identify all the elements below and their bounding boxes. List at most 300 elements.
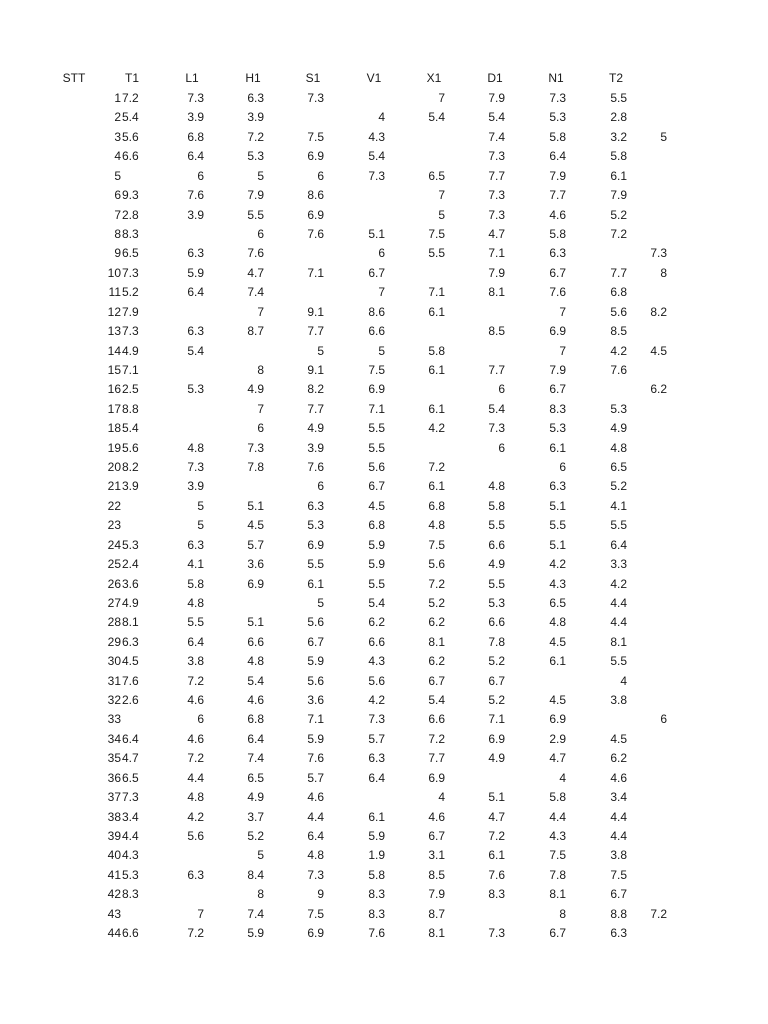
table-cell: 5.6 bbox=[428, 557, 445, 572]
table-cell: 4.8 bbox=[428, 518, 445, 533]
table-cell: 5.1 bbox=[549, 498, 566, 513]
table-cell: 5.5 bbox=[247, 207, 264, 222]
table-cell: 7.3 bbox=[488, 421, 505, 436]
table-cell: 4.9 bbox=[247, 382, 264, 397]
table-cell: 7.5 bbox=[428, 226, 445, 241]
table-cell: 6.6 bbox=[247, 634, 264, 649]
table-cell: 5.1 bbox=[247, 615, 264, 630]
table-cell: 5.8 bbox=[187, 576, 204, 591]
table-cell: 8 bbox=[660, 265, 667, 280]
table-cell: 4.5 bbox=[549, 634, 566, 649]
table-cell: 5.5 bbox=[610, 654, 627, 669]
header-h1: H1 bbox=[245, 71, 261, 85]
table-cell bbox=[607, 846, 667, 865]
table-cell: 7.1 bbox=[368, 401, 385, 416]
table-cell: 6.3 bbox=[122, 634, 139, 649]
table-cell bbox=[204, 594, 264, 613]
table-cell: 7.9 bbox=[549, 362, 566, 377]
table-cell: 5.5 bbox=[428, 246, 445, 261]
table-cell: 5.1 bbox=[549, 537, 566, 552]
table-cell: 6.9 bbox=[368, 382, 385, 397]
table-cell: 5.6 bbox=[368, 460, 385, 474]
table-cell: 7.8 bbox=[549, 867, 566, 882]
table-cell: 4 bbox=[438, 790, 445, 805]
table-cell: 7.2 bbox=[428, 731, 445, 746]
table-cell: 5 bbox=[438, 207, 445, 222]
table-cell bbox=[607, 730, 667, 749]
row-index: 1 bbox=[114, 91, 121, 105]
table-cell: 6.7 bbox=[428, 673, 445, 688]
table-cell: 8.5 bbox=[488, 324, 505, 338]
table-row bbox=[0, 536, 768, 555]
table-cell: 2.5 bbox=[122, 382, 139, 397]
table-cell: 7.7 bbox=[549, 188, 566, 203]
table-cell: 5.9 bbox=[368, 829, 385, 843]
table-cell bbox=[607, 283, 667, 302]
table-cell: 7 bbox=[559, 343, 566, 358]
table-cell: 6.1 bbox=[549, 440, 566, 455]
table-cell: 7.3 bbox=[122, 265, 139, 280]
table-cell: 8.7 bbox=[247, 324, 264, 338]
table-cell: 6.1 bbox=[488, 848, 505, 863]
table-cell bbox=[445, 905, 505, 924]
table-cell bbox=[144, 846, 204, 865]
table-cell: 6.4 bbox=[247, 731, 264, 746]
table-row bbox=[0, 167, 768, 186]
table-cell: 4.6 bbox=[187, 731, 204, 746]
table-cell: 7.5 bbox=[610, 867, 627, 882]
table-cell: 5.7 bbox=[247, 537, 264, 552]
table-cell: 3.4 bbox=[610, 790, 627, 805]
table-cell: 7.1 bbox=[428, 285, 445, 300]
table-cell: 4.4 bbox=[610, 829, 627, 843]
table-cell: 4.3 bbox=[122, 848, 139, 863]
table-cell: 7.6 bbox=[549, 285, 566, 300]
table-cell: 8 bbox=[559, 906, 566, 921]
table-cell: 8 bbox=[257, 362, 264, 377]
table-cell: 4.6 bbox=[187, 693, 204, 707]
table-row bbox=[0, 458, 768, 477]
row-index: 34 bbox=[107, 731, 121, 746]
table-cell: 5.4 bbox=[488, 401, 505, 416]
header-n1: N1 bbox=[548, 71, 564, 85]
table-cell: 6.3 bbox=[610, 926, 627, 941]
table-cell: 4.1 bbox=[187, 557, 204, 572]
table-cell bbox=[607, 89, 667, 108]
table-cell: 7.9 bbox=[610, 188, 627, 203]
table-cell: 6.6 bbox=[488, 537, 505, 552]
table-cell: 6.4 bbox=[187, 149, 204, 164]
row-index: 8 bbox=[114, 226, 121, 241]
table-row bbox=[0, 710, 768, 729]
row-index: 42 bbox=[107, 887, 121, 902]
table-cell: 5.3 bbox=[247, 149, 264, 164]
table-row bbox=[0, 128, 768, 147]
table-cell: 4.2 bbox=[187, 809, 204, 824]
table-cell: 5 bbox=[197, 518, 204, 533]
table-cell: 9 bbox=[317, 887, 324, 902]
table-cell: 6.9 bbox=[307, 537, 324, 552]
table-row bbox=[0, 846, 768, 865]
table-cell: 4.2 bbox=[610, 343, 627, 358]
table-cell: 5.4 bbox=[247, 673, 264, 688]
table-cell: 6 bbox=[498, 382, 505, 397]
row-index: 22 bbox=[107, 498, 121, 513]
table-cell: 5.4 bbox=[368, 149, 385, 164]
table-cell: 4.4 bbox=[610, 595, 627, 610]
row-index: 4 bbox=[114, 149, 121, 164]
table-cell: 7.5 bbox=[307, 906, 324, 921]
table-cell: 8.2 bbox=[122, 460, 139, 474]
table-cell: 5.6 bbox=[122, 129, 139, 144]
table-cell: 6.5 bbox=[247, 770, 264, 785]
table-cell: 7.5 bbox=[549, 848, 566, 863]
table-cell: 8.5 bbox=[428, 867, 445, 882]
table-row bbox=[0, 866, 768, 885]
row-index: 32 bbox=[107, 693, 121, 707]
table-cell: 7 bbox=[197, 906, 204, 921]
table-row bbox=[0, 419, 768, 438]
table-cell: 5.5 bbox=[610, 91, 627, 105]
table-cell bbox=[607, 147, 667, 166]
table-cell: 6 bbox=[197, 168, 204, 183]
table-row bbox=[0, 827, 768, 846]
table-cell: 5.1 bbox=[368, 226, 385, 241]
table-cell: 2.8 bbox=[610, 110, 627, 125]
table-cell: 6.9 bbox=[307, 926, 324, 941]
table-row bbox=[0, 283, 768, 302]
table-cell: 5.5 bbox=[187, 615, 204, 630]
table-cell: 3.9 bbox=[187, 110, 204, 125]
table-cell: 7.3 bbox=[247, 440, 264, 455]
table-cell: 5.8 bbox=[488, 498, 505, 513]
table-row bbox=[0, 905, 768, 924]
table-cell bbox=[144, 303, 204, 322]
table-row bbox=[0, 89, 768, 108]
table-cell: 4.6 bbox=[428, 809, 445, 824]
table-cell: 4.3 bbox=[549, 829, 566, 843]
table-cell: 7.2 bbox=[187, 926, 204, 941]
table-cell: 6.1 bbox=[307, 576, 324, 591]
table-cell: 4.1 bbox=[610, 498, 627, 513]
table-cell bbox=[607, 439, 667, 458]
table-cell: 5.3 bbox=[187, 382, 204, 397]
table-cell: 6.3 bbox=[187, 867, 204, 882]
table-row bbox=[0, 439, 768, 458]
table-row bbox=[0, 380, 768, 399]
table-cell: 7.9 bbox=[488, 91, 505, 105]
table-cell bbox=[445, 769, 505, 788]
table-cell: 7.8 bbox=[247, 460, 264, 474]
table-cell: 5.8 bbox=[549, 129, 566, 144]
table-cell: 6.8 bbox=[610, 285, 627, 300]
table-cell: 7.2 bbox=[488, 829, 505, 843]
row-index: 30 bbox=[107, 654, 121, 669]
table-cell: 6.1 bbox=[549, 654, 566, 669]
table-cell: 5.5 bbox=[368, 421, 385, 436]
table-cell: 5.5 bbox=[307, 557, 324, 572]
table-cell: 4.7 bbox=[122, 751, 139, 766]
table-cell: 3.6 bbox=[307, 693, 324, 707]
table-cell: 3.9 bbox=[187, 207, 204, 222]
table-cell: 7.9 bbox=[428, 887, 445, 902]
table-cell bbox=[607, 555, 667, 574]
table-cell bbox=[607, 400, 667, 419]
table-cell: 6.4 bbox=[307, 829, 324, 843]
table-cell: 7.2 bbox=[650, 906, 667, 921]
row-index: 6 bbox=[114, 188, 121, 203]
table-cell: 7.3 bbox=[307, 91, 324, 105]
table-cell: 5.5 bbox=[368, 440, 385, 455]
table-cell: 6.7 bbox=[307, 634, 324, 649]
table-cell bbox=[607, 458, 667, 477]
table-cell: 6 bbox=[197, 712, 204, 727]
table-cell: 4 bbox=[620, 673, 627, 688]
table-cell bbox=[607, 769, 667, 788]
table-cell: 2.8 bbox=[122, 207, 139, 222]
table-row bbox=[0, 555, 768, 574]
table-cell: 7.6 bbox=[610, 362, 627, 377]
table-cell: 6.9 bbox=[307, 149, 324, 164]
table-cell: 7.2 bbox=[247, 129, 264, 144]
row-index: 9 bbox=[114, 246, 121, 261]
table-cell: 6.6 bbox=[428, 712, 445, 727]
table-cell: 6.1 bbox=[428, 479, 445, 494]
table-cell: 6.4 bbox=[187, 634, 204, 649]
table-cell: 8.1 bbox=[428, 926, 445, 941]
table-cell bbox=[445, 303, 505, 322]
table-row bbox=[0, 691, 768, 710]
table-cell: 5.8 bbox=[428, 343, 445, 358]
row-index: 24 bbox=[107, 537, 121, 552]
table-cell bbox=[264, 283, 324, 302]
row-index: 14 bbox=[107, 343, 121, 358]
table-cell bbox=[607, 477, 667, 496]
row-index: 3 bbox=[114, 129, 121, 144]
table-cell: 6.7 bbox=[549, 382, 566, 397]
table-cell: 6.9 bbox=[488, 731, 505, 746]
table-cell: 7.2 bbox=[428, 576, 445, 591]
row-index: 35 bbox=[107, 751, 121, 766]
table-cell bbox=[607, 361, 667, 380]
table-row bbox=[0, 808, 768, 827]
table-cell: 7 bbox=[257, 304, 264, 319]
table-cell: 5.3 bbox=[122, 537, 139, 552]
table-cell: 6.1 bbox=[428, 304, 445, 319]
header-l1: L1 bbox=[185, 71, 199, 85]
table-cell: 5.5 bbox=[368, 576, 385, 591]
table-cell: 7.5 bbox=[428, 537, 445, 552]
table-row bbox=[0, 303, 768, 322]
row-index: 39 bbox=[107, 829, 121, 843]
table-cell: 5 bbox=[317, 343, 324, 358]
table-cell: 8.6 bbox=[307, 188, 324, 203]
table-cell: 5.9 bbox=[368, 557, 385, 572]
table-cell: 6.7 bbox=[549, 265, 566, 280]
table-cell: 7.4 bbox=[247, 751, 264, 766]
table-cell bbox=[325, 206, 385, 225]
table-cell: 5.9 bbox=[307, 731, 324, 746]
table-cell: 4.9 bbox=[122, 343, 139, 358]
row-index: 28 bbox=[107, 615, 121, 630]
table-cell bbox=[204, 477, 264, 496]
table-cell bbox=[607, 788, 667, 807]
table-cell: 5.6 bbox=[122, 440, 139, 455]
row-index: 43 bbox=[107, 906, 121, 921]
table-cell: 4.6 bbox=[549, 207, 566, 222]
table-cell: 6.4 bbox=[368, 770, 385, 785]
table-cell bbox=[385, 128, 445, 147]
table-cell: 4.3 bbox=[368, 654, 385, 669]
table-cell: 7.2 bbox=[122, 91, 139, 105]
table-cell: 6.3 bbox=[187, 324, 204, 338]
header-x1: X1 bbox=[426, 71, 442, 85]
table-cell bbox=[144, 885, 204, 904]
table-cell: 6.6 bbox=[368, 324, 385, 338]
table-cell: 4.5 bbox=[650, 343, 667, 358]
table-cell: 6.6 bbox=[488, 615, 505, 630]
row-index: 2 bbox=[114, 110, 121, 125]
table-cell: 6.6 bbox=[122, 149, 139, 164]
table-cell: 7.4 bbox=[247, 906, 264, 921]
table-cell: 5.5 bbox=[610, 518, 627, 533]
table-cell: 6.9 bbox=[428, 770, 445, 785]
table-cell: 6.9 bbox=[247, 576, 264, 591]
table-cell: 4.8 bbox=[610, 440, 627, 455]
row-index: 36 bbox=[107, 770, 121, 785]
table-cell: 6.4 bbox=[187, 285, 204, 300]
table-cell: 5.7 bbox=[368, 731, 385, 746]
table-cell: 7.5 bbox=[368, 362, 385, 377]
table-cell bbox=[607, 691, 667, 710]
table-cell: 5.2 bbox=[428, 595, 445, 610]
row-index: 25 bbox=[107, 557, 121, 572]
table-cell: 6.1 bbox=[368, 809, 385, 824]
table-cell: 8.4 bbox=[247, 867, 264, 882]
table-cell: 7 bbox=[438, 91, 445, 105]
table-cell: 8.2 bbox=[307, 382, 324, 397]
header-d1: D1 bbox=[487, 71, 503, 85]
table-cell: 7.3 bbox=[488, 188, 505, 203]
table-cell: 7 bbox=[559, 304, 566, 319]
table-cell: 6.2 bbox=[428, 615, 445, 630]
table-cell: 3.4 bbox=[122, 809, 139, 824]
table-row bbox=[0, 924, 768, 943]
table-cell: 6.4 bbox=[610, 537, 627, 552]
table-cell: 2.9 bbox=[549, 731, 566, 746]
table-cell bbox=[385, 322, 445, 341]
table-cell: 5.3 bbox=[610, 401, 627, 416]
table-cell: 4.8 bbox=[488, 479, 505, 494]
table-cell: 6.3 bbox=[368, 751, 385, 766]
table-cell: 7 bbox=[438, 188, 445, 203]
table-cell bbox=[445, 342, 505, 361]
table-cell: 7.7 bbox=[307, 401, 324, 416]
table-cell: 6.8 bbox=[428, 498, 445, 513]
table-cell: 4.4 bbox=[610, 615, 627, 630]
table-cell: 7.3 bbox=[122, 324, 139, 338]
table-cell: 7.2 bbox=[610, 226, 627, 241]
table-cell: 6.7 bbox=[368, 265, 385, 280]
table-cell: 7.3 bbox=[187, 91, 204, 105]
table-cell: 2.6 bbox=[122, 693, 139, 707]
table-row bbox=[0, 244, 768, 263]
table-cell: 4.5 bbox=[247, 518, 264, 533]
table-cell: 7.3 bbox=[650, 246, 667, 261]
table-cell: 8.1 bbox=[610, 634, 627, 649]
table-cell bbox=[607, 108, 667, 127]
table-cell: 4.2 bbox=[368, 693, 385, 707]
table-cell: 5.2 bbox=[247, 829, 264, 843]
row-index: 13 bbox=[107, 324, 121, 338]
table-cell: 7.3 bbox=[488, 149, 505, 164]
table-cell: 7.3 bbox=[122, 790, 139, 805]
table-cell: 3.3 bbox=[610, 557, 627, 572]
table-cell: 8.3 bbox=[368, 887, 385, 902]
table-cell: 6.6 bbox=[122, 926, 139, 941]
row-index: 17 bbox=[107, 401, 121, 416]
row-index: 44 bbox=[107, 926, 121, 941]
table-row bbox=[0, 652, 768, 671]
table-cell: 7.9 bbox=[122, 304, 139, 319]
table-cell: 5.8 bbox=[368, 867, 385, 882]
table-cell bbox=[607, 206, 667, 225]
table-cell: 6.3 bbox=[187, 537, 204, 552]
table-cell: 4.2 bbox=[610, 576, 627, 591]
table-cell: 4.9 bbox=[247, 790, 264, 805]
row-index: 27 bbox=[107, 595, 121, 610]
header-v1: V1 bbox=[366, 71, 382, 85]
table-cell bbox=[144, 361, 204, 380]
header-s1: S1 bbox=[305, 71, 321, 85]
table-cell: 4.8 bbox=[307, 848, 324, 863]
row-index: 23 bbox=[107, 518, 121, 533]
table-cell: 6.2 bbox=[368, 615, 385, 630]
row-index: 26 bbox=[107, 576, 121, 591]
table-cell bbox=[607, 167, 667, 186]
table-cell: 5.3 bbox=[122, 867, 139, 882]
table-cell: 3.6 bbox=[122, 576, 139, 591]
table-cell: 6.1 bbox=[610, 168, 627, 183]
table-cell: 5.5 bbox=[549, 518, 566, 533]
table-cell: 6.9 bbox=[549, 712, 566, 727]
table-cell: 6.2 bbox=[610, 751, 627, 766]
table-cell bbox=[607, 749, 667, 768]
table-row bbox=[0, 672, 768, 691]
table-cell: 6.4 bbox=[122, 731, 139, 746]
table-cell: 7 bbox=[378, 285, 385, 300]
table-row bbox=[0, 264, 768, 283]
table-row bbox=[0, 594, 768, 613]
table-cell: 5.2 bbox=[610, 207, 627, 222]
table-cell: 7.3 bbox=[549, 91, 566, 105]
table-cell: 3.6 bbox=[247, 557, 264, 572]
table-cell: 5.5 bbox=[488, 518, 505, 533]
table-cell: 5.9 bbox=[307, 654, 324, 669]
table-cell: 4.4 bbox=[549, 809, 566, 824]
table-cell: 5.4 bbox=[488, 110, 505, 125]
table-cell: 8.1 bbox=[428, 634, 445, 649]
table-cell: 8.3 bbox=[368, 906, 385, 921]
table-cell bbox=[325, 89, 385, 108]
table-cell: 5.6 bbox=[307, 673, 324, 688]
table-row bbox=[0, 749, 768, 768]
table-cell: 8.1 bbox=[549, 887, 566, 902]
table-cell: 6.1 bbox=[428, 401, 445, 416]
table-cell: 5 bbox=[317, 595, 324, 610]
table-cell: 5.3 bbox=[549, 421, 566, 436]
table-cell bbox=[607, 885, 667, 904]
